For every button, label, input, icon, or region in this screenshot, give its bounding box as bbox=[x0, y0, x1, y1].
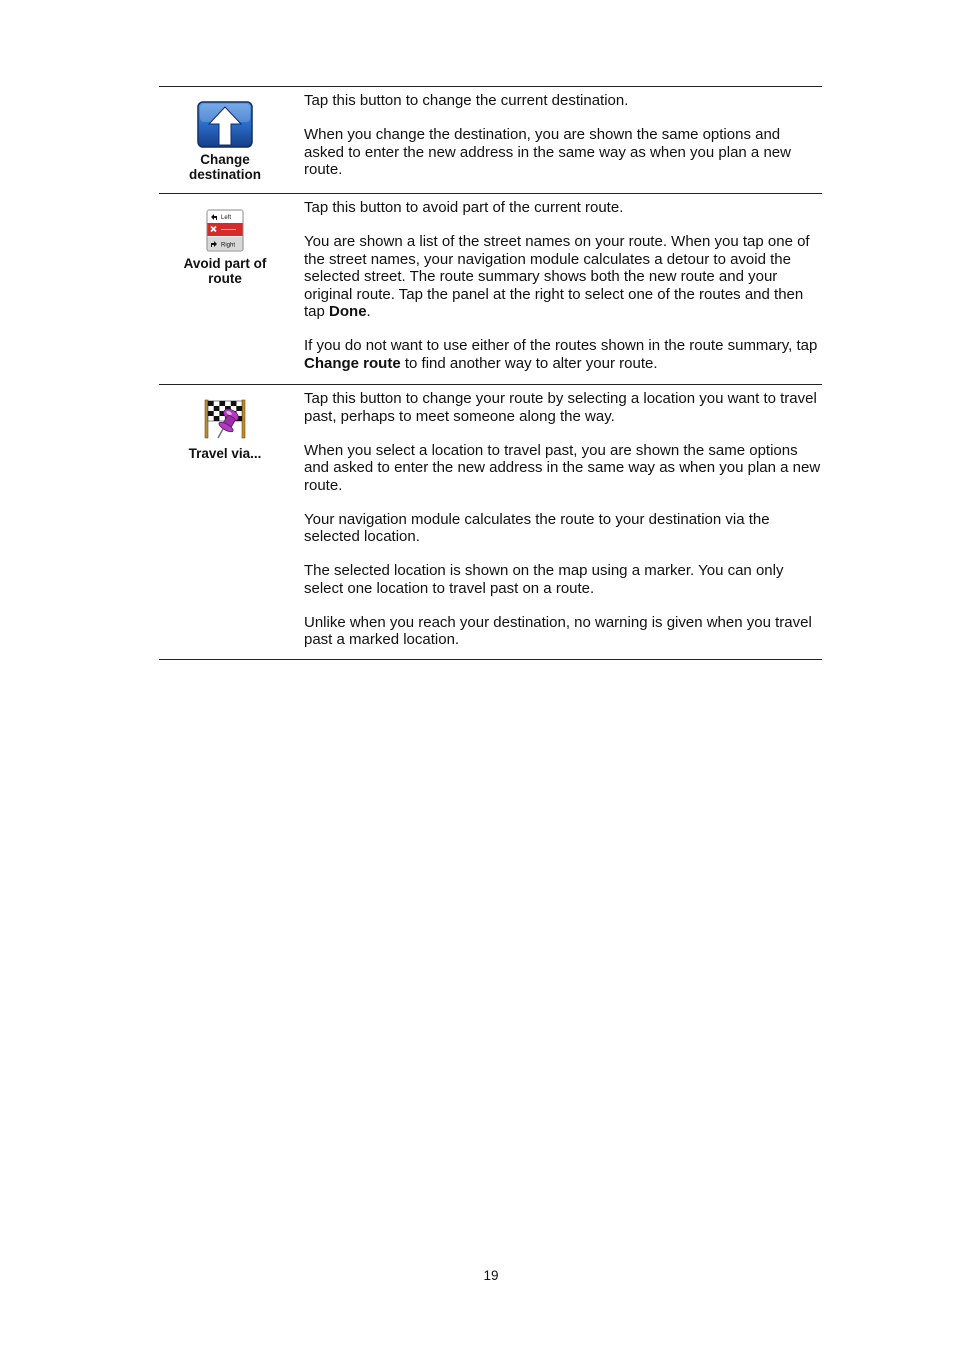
done-button-reference: Done bbox=[329, 303, 367, 320]
paragraph: When you change the destination, you are shown the same options and asked to enter the new address in the same way as when you plan a new route. bbox=[304, 126, 791, 178]
change-route-button-reference: Change route bbox=[304, 354, 401, 372]
street-list-icon bbox=[206, 209, 244, 252]
avoid-part-of-route-button[interactable] bbox=[159, 194, 291, 384]
change-destination-description bbox=[291, 87, 822, 193]
paragraph bbox=[304, 233, 822, 321]
street-list-right-text: Right bbox=[221, 242, 236, 249]
up-arrow-icon bbox=[197, 101, 253, 148]
checkered-flag-pin-icon bbox=[201, 396, 249, 442]
paragraph: Tap this button to avoid part of the current route. bbox=[304, 199, 624, 216]
paragraph: Tap this button to change the current destination. bbox=[304, 92, 629, 109]
travel-via-description bbox=[291, 385, 822, 659]
table-row-travel-via bbox=[159, 385, 822, 660]
street-list-left-text: Left bbox=[221, 215, 232, 221]
paragraph: Your navigation module calculates the route to your destination via the selected location. bbox=[304, 510, 770, 545]
paragraph bbox=[304, 337, 822, 372]
paragraph-text: You are shown a list of the street names on your route. When you tap one of the street names, your navigation module calculates a detour to avoid the selected street. The route summary shows both the new route and your original route. Tap the panel at the right to select one of the routes and then tap bbox=[304, 233, 810, 320]
options-table bbox=[159, 86, 822, 660]
table-row-avoid-part-of-route bbox=[159, 194, 822, 385]
paragraph: Unlike when you reach your destination, no warning is given when you travel past a marked location. bbox=[304, 613, 812, 648]
table-row-change-destination bbox=[159, 87, 822, 194]
change-destination-label: Change destination bbox=[188, 152, 261, 182]
page-number: 19 bbox=[483, 1268, 499, 1283]
paragraph-text: . bbox=[366, 303, 371, 320]
avoid-part-of-route-label: Avoid part of route bbox=[183, 256, 267, 286]
paragraph-text: If you do not want to use either of the routes shown in the route summary, tap bbox=[304, 337, 818, 354]
paragraph-text: to find another way to alter your route. bbox=[400, 354, 658, 372]
paragraph: The selected location is shown on the map using a marker. You can only select one location to travel past on a route. bbox=[304, 562, 784, 597]
paragraph: Tap this button to change your route by selecting a location you want to travel past, perhaps to meet someone along the way. bbox=[304, 390, 817, 425]
travel-via-label: Travel via... bbox=[188, 446, 262, 461]
change-destination-button[interactable] bbox=[159, 87, 291, 193]
avoid-part-of-route-description bbox=[291, 194, 822, 384]
paragraph: When you select a location to travel past, you are shown the same options and asked to enter the new address in the same way as when you plan a new route. bbox=[304, 441, 821, 494]
travel-via-button[interactable] bbox=[159, 385, 291, 659]
